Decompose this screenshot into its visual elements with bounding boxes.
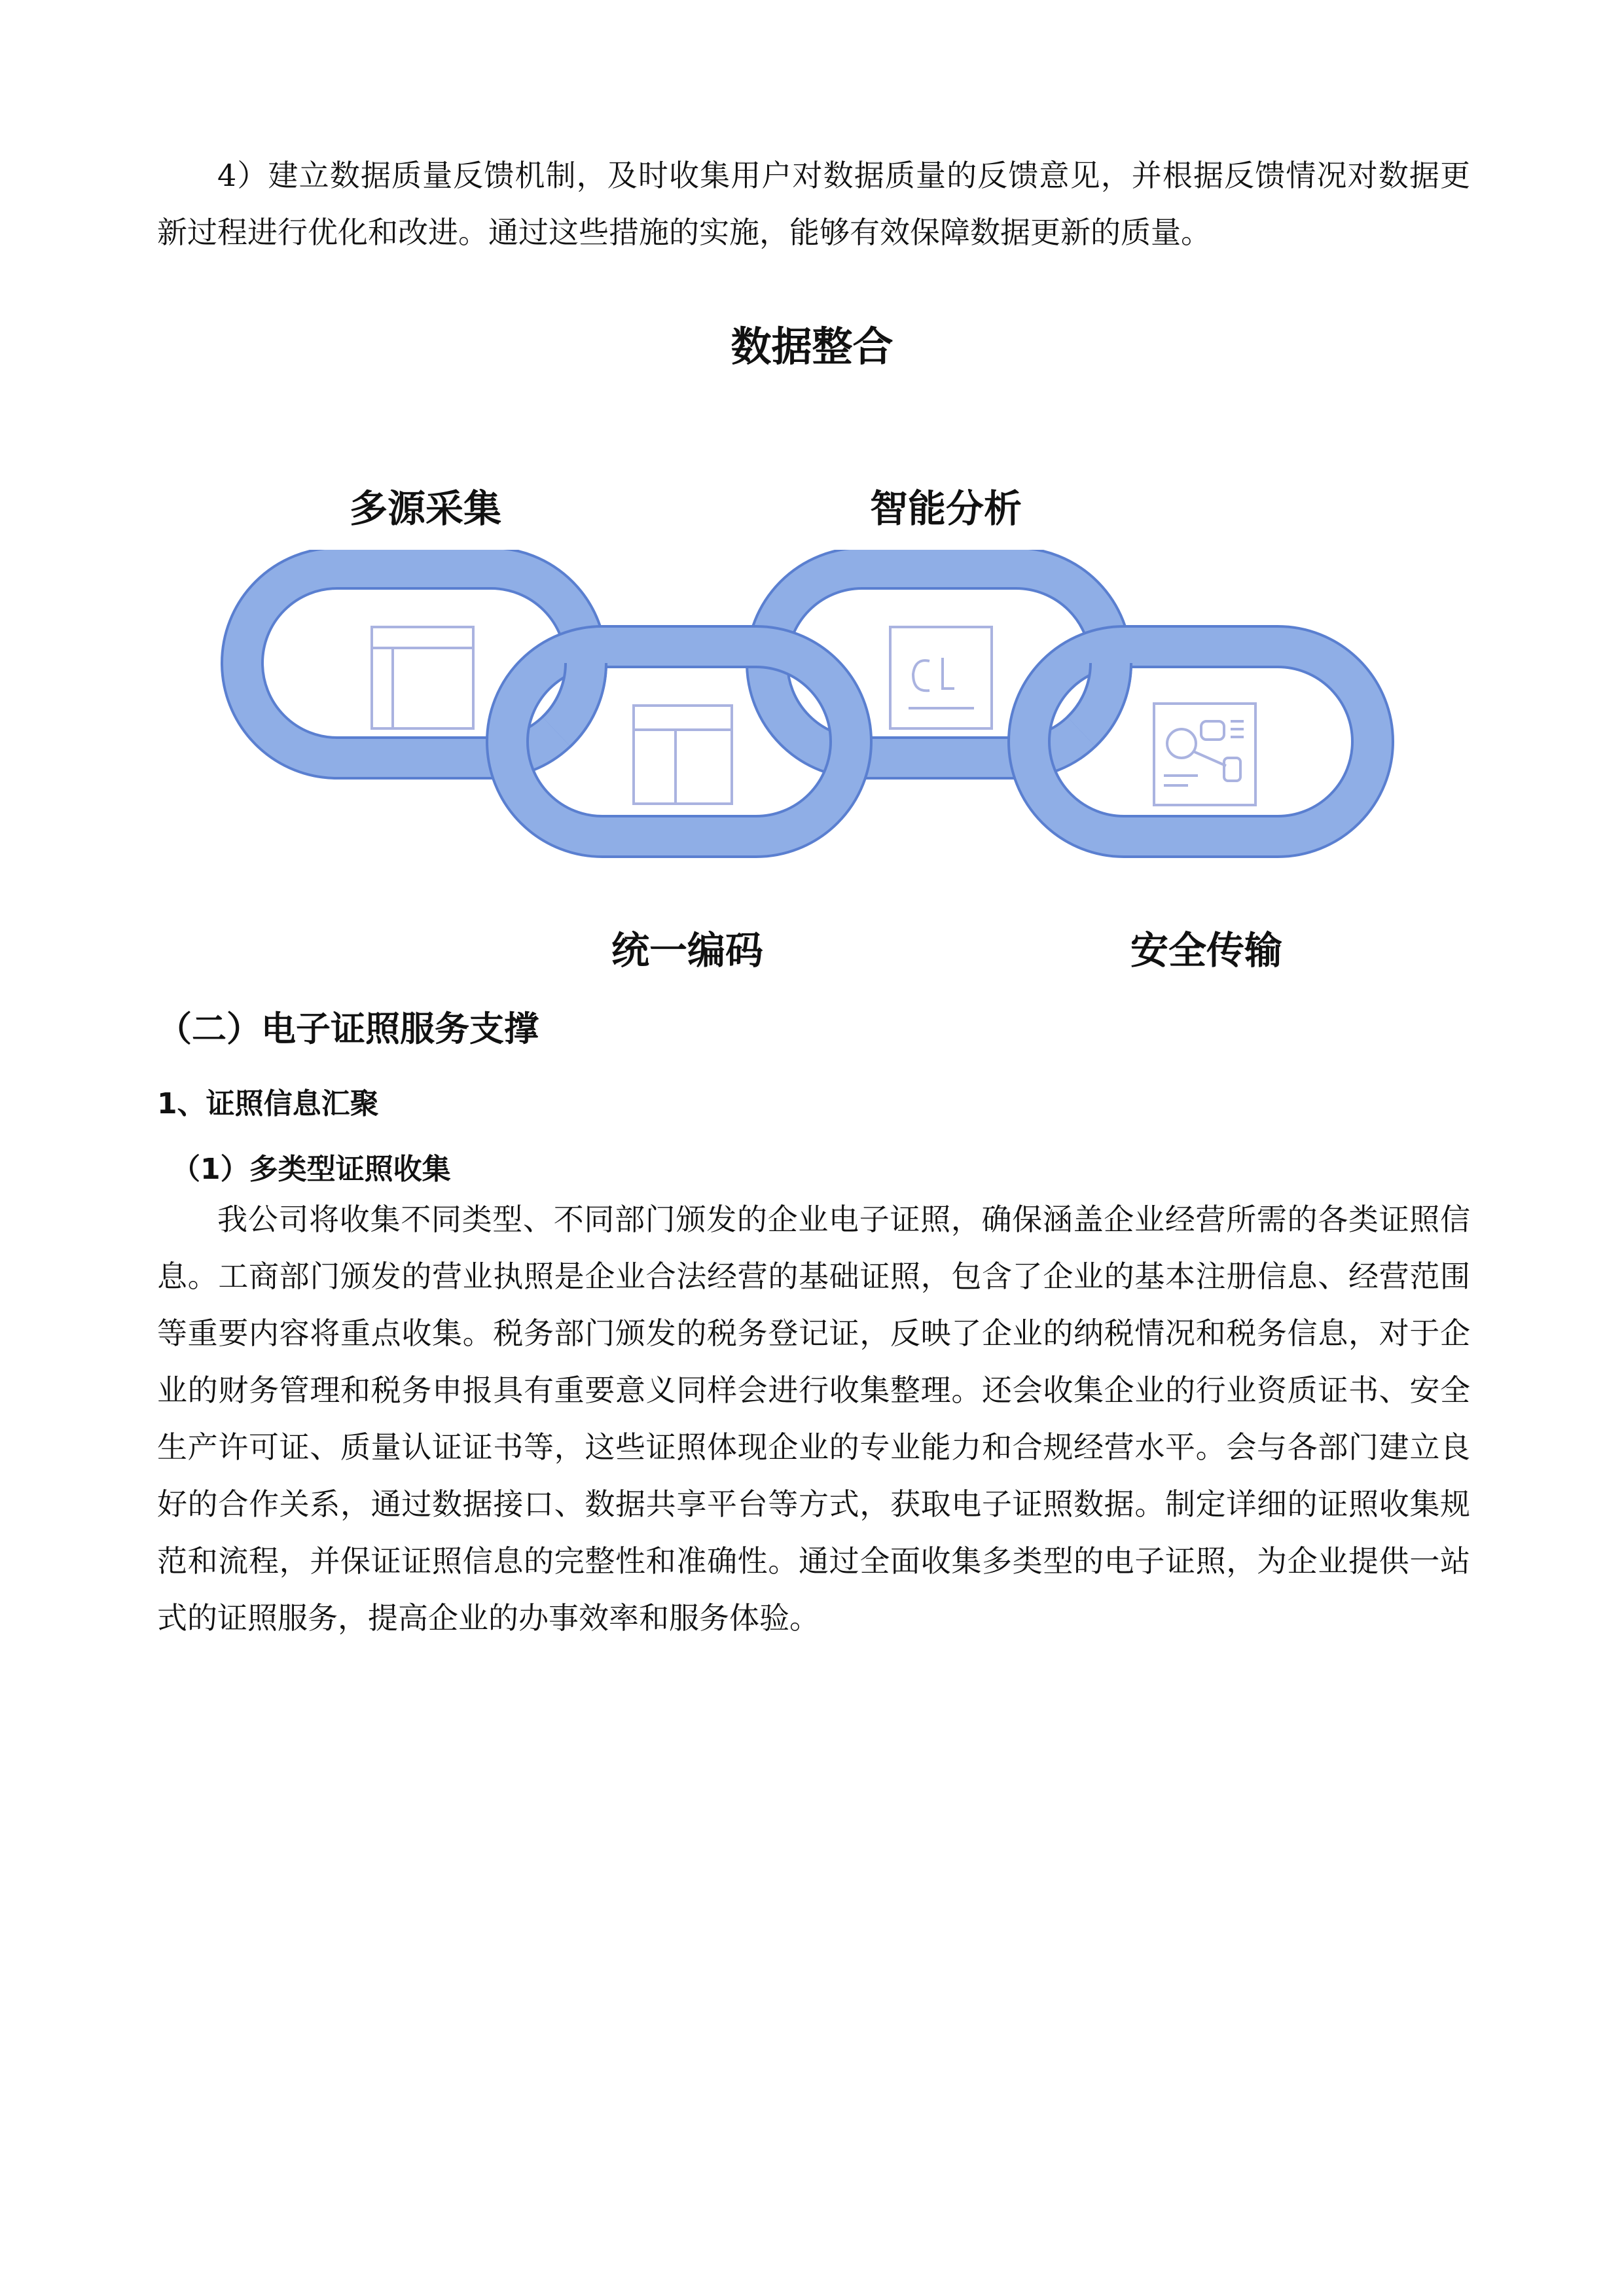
diagram-title: 数据整合	[731, 323, 893, 370]
section-heading: （二）电子证照服务支撑	[157, 1009, 539, 1049]
text-icon	[890, 627, 992, 728]
intro-paragraph: 4）建立数据质量反馈机制，及时收集用户对数据质量的反馈意见，并根据反馈情况对数据更新过程进行优化和改进。通过这些措施的实施，能够有效保障数据更新的质量。	[157, 158, 1470, 250]
dashboard-icon	[1154, 704, 1255, 805]
section-subheading: 1、证照信息汇聚	[157, 1087, 379, 1121]
label-secure-transfer: 安全传输	[1130, 928, 1282, 973]
label-smart-analysis: 智能分析	[869, 486, 1022, 531]
section-subsubheading: （1）多类型证照收集	[171, 1153, 451, 1186]
label-unified-coding: 统一编码	[611, 928, 763, 973]
layout-icon	[372, 627, 473, 728]
chain-diagram	[0, 550, 1624, 877]
window-icon	[634, 706, 732, 804]
label-multi-source: 多源采集	[349, 486, 501, 531]
section-body: 我公司将收集不同类型、不同部门颁发的企业电子证照，确保涵盖企业经营所需的各类证照信息。工商部门颁发的营业执照是企业合法经营的基础证照，包含了企业的基本注册信息、经营范围等重要内容将重点收集。税务部门颁发的税务登记证，反映了企业的纳税情况和税务信息，对于企业的财务管理和税务申报具有重要意义同样会进行收集整理。还会收集企业的行业资质证书、安全生产许可证、质量认证证书等，这些证照体现企业的专业能力和合规经营水平。会与各部门建立良好的合作关系，通过数据接口、数据共享平台等方式，获取电子证照数据。制定详细的证照收集规范和流程，并保证证照信息的完整性和准确性。通过全面收集多类型的电子证照，为企业提供一站式的证照服务，提高企业的办事效率和服务体验。	[157, 1202, 1470, 1636]
